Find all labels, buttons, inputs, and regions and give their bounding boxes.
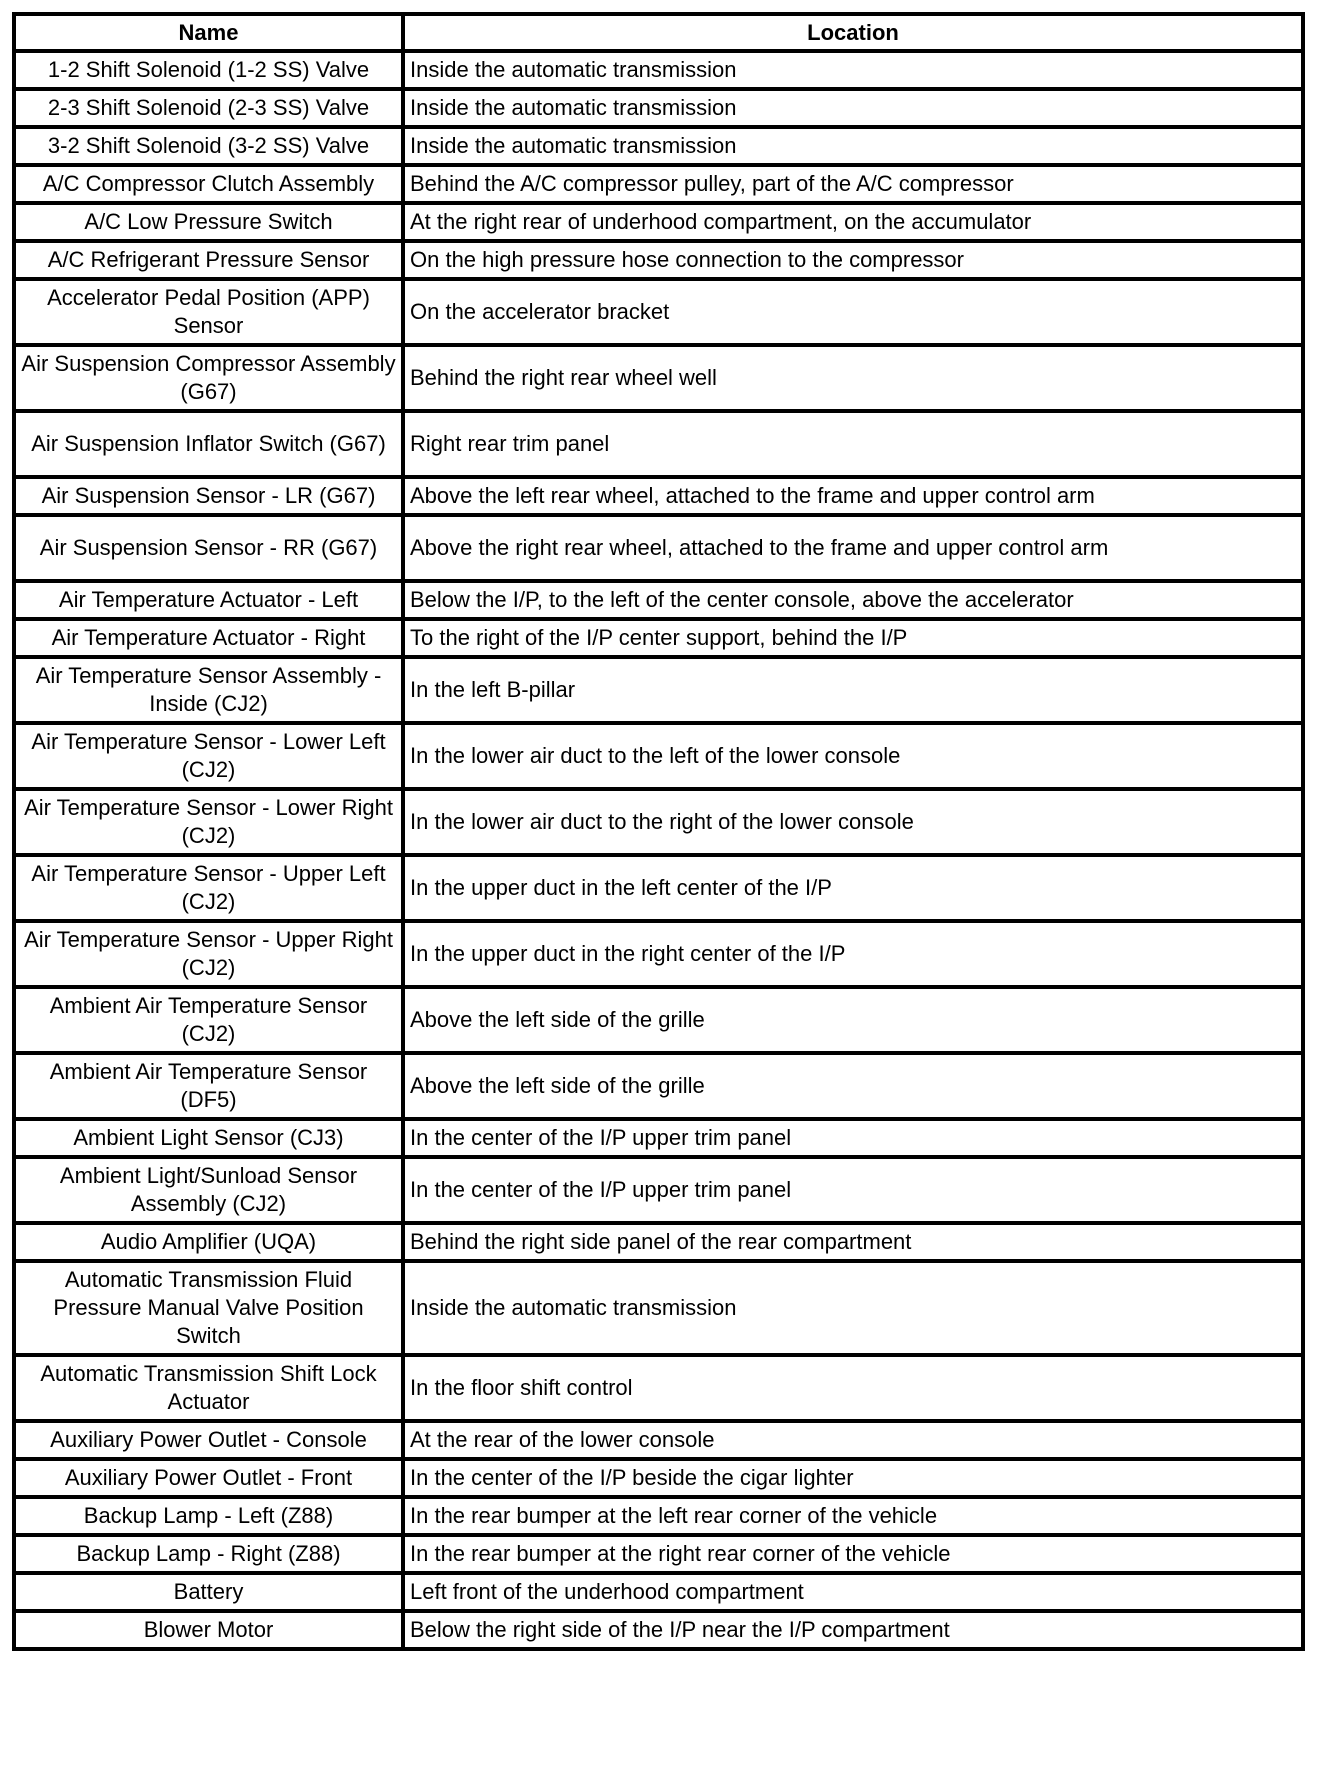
table-row <box>14 1261 1303 1355</box>
cell-name: Air Temperature Actuator - Left <box>14 581 403 619</box>
cell-location: On the accelerator bracket <box>403 279 1303 345</box>
cell-location: On the high pressure hose connection to the compressor <box>403 241 1303 279</box>
header-location: Location <box>403 14 1303 51</box>
cell-name: A/C Refrigerant Pressure Sensor <box>14 241 403 279</box>
table-row <box>14 1573 1303 1611</box>
table-row <box>14 657 1303 723</box>
cell-location: In the lower air duct to the left of the lower console <box>403 723 1303 789</box>
cell-name: Accelerator Pedal Position (APP) Sensor <box>14 279 403 345</box>
table-row <box>14 1223 1303 1261</box>
cell-location: Inside the automatic transmission <box>403 1261 1303 1355</box>
cell-location: In the rear bumper at the right rear corner of the vehicle <box>403 1535 1303 1573</box>
cell-name: Audio Amplifier (UQA) <box>14 1223 403 1261</box>
cell-location: Above the left side of the grille <box>403 1053 1303 1119</box>
table-row <box>14 1535 1303 1573</box>
cell-name: Air Temperature Sensor - Upper Left (CJ2) <box>14 855 403 921</box>
header-name: Name <box>14 14 403 51</box>
cell-name: Air Suspension Sensor - RR (G67) <box>14 515 403 581</box>
cell-location: Inside the automatic transmission <box>403 127 1303 165</box>
cell-location: Inside the automatic transmission <box>403 51 1303 89</box>
cell-location: Inside the automatic transmission <box>403 89 1303 127</box>
cell-name: Auxiliary Power Outlet - Front <box>14 1459 403 1497</box>
table-row <box>14 1119 1303 1157</box>
cell-name: 1-2 Shift Solenoid (1-2 SS) Valve <box>14 51 403 89</box>
table-row <box>14 1459 1303 1497</box>
cell-location: Below the right side of the I/P near the I/P compartment <box>403 1611 1303 1649</box>
cell-name: Air Suspension Sensor - LR (G67) <box>14 477 403 515</box>
cell-name: Battery <box>14 1573 403 1611</box>
cell-name: Ambient Air Temperature Sensor (CJ2) <box>14 987 403 1053</box>
cell-name: Automatic Transmission Shift Lock Actuator <box>14 1355 403 1421</box>
table-row <box>14 855 1303 921</box>
cell-name: Air Temperature Actuator - Right <box>14 619 403 657</box>
cell-location: In the upper duct in the left center of the I/P <box>403 855 1303 921</box>
header-row <box>14 14 1303 51</box>
table-row <box>14 345 1303 411</box>
cell-location: Right rear trim panel <box>403 411 1303 477</box>
cell-name: Air Temperature Sensor - Upper Right (CJ2) <box>14 921 403 987</box>
table-row <box>14 921 1303 987</box>
component-location-table <box>12 12 1305 1651</box>
table-row <box>14 203 1303 241</box>
table-row <box>14 515 1303 581</box>
cell-location: At the rear of the lower console <box>403 1421 1303 1459</box>
cell-location: In the rear bumper at the left rear corner of the vehicle <box>403 1497 1303 1535</box>
cell-name: Air Temperature Sensor - Lower Left (CJ2) <box>14 723 403 789</box>
cell-location: In the center of the I/P upper trim panel <box>403 1157 1303 1223</box>
table-row <box>14 127 1303 165</box>
table-row <box>14 789 1303 855</box>
table-row <box>14 477 1303 515</box>
table-row <box>14 411 1303 477</box>
cell-name: Air Temperature Sensor - Lower Right (CJ2) <box>14 789 403 855</box>
table-row <box>14 51 1303 89</box>
cell-name: 2-3 Shift Solenoid (2-3 SS) Valve <box>14 89 403 127</box>
cell-location: Behind the right side panel of the rear compartment <box>403 1223 1303 1261</box>
cell-location: Behind the right rear wheel well <box>403 345 1303 411</box>
table-row <box>14 1053 1303 1119</box>
cell-name: Ambient Air Temperature Sensor (DF5) <box>14 1053 403 1119</box>
table-row <box>14 1421 1303 1459</box>
table-row <box>14 165 1303 203</box>
cell-name: 3-2 Shift Solenoid (3-2 SS) Valve <box>14 127 403 165</box>
cell-name: Air Suspension Inflator Switch (G67) <box>14 411 403 477</box>
cell-name: Air Suspension Compressor Assembly (G67) <box>14 345 403 411</box>
cell-location: In the left B-pillar <box>403 657 1303 723</box>
cell-location: In the upper duct in the right center of the I/P <box>403 921 1303 987</box>
cell-location: In the center of the I/P beside the cigar lighter <box>403 1459 1303 1497</box>
cell-name: Ambient Light Sensor (CJ3) <box>14 1119 403 1157</box>
cell-name: Auxiliary Power Outlet - Console <box>14 1421 403 1459</box>
table-row <box>14 1611 1303 1649</box>
cell-location: To the right of the I/P center support, behind the I/P <box>403 619 1303 657</box>
cell-location: At the right rear of underhood compartment, on the accumulator <box>403 203 1303 241</box>
table-row <box>14 1355 1303 1421</box>
cell-name: A/C Compressor Clutch Assembly <box>14 165 403 203</box>
cell-name: Automatic Transmission Fluid Pressure Manual Valve Position Switch <box>14 1261 403 1355</box>
table-row <box>14 619 1303 657</box>
table-row <box>14 279 1303 345</box>
cell-location: Left front of the underhood compartment <box>403 1573 1303 1611</box>
table-row <box>14 1497 1303 1535</box>
cell-name: Air Temperature Sensor Assembly - Inside (CJ2) <box>14 657 403 723</box>
table-body <box>14 51 1303 1649</box>
cell-location: In the lower air duct to the right of the lower console <box>403 789 1303 855</box>
cell-name: Ambient Light/Sunload Sensor Assembly (CJ2) <box>14 1157 403 1223</box>
table-row <box>14 241 1303 279</box>
table-row <box>14 89 1303 127</box>
cell-location: Above the right rear wheel, attached to the frame and upper control arm <box>403 515 1303 581</box>
cell-location: Behind the A/C compressor pulley, part of the A/C compressor <box>403 165 1303 203</box>
table-row <box>14 987 1303 1053</box>
cell-name: Backup Lamp - Right (Z88) <box>14 1535 403 1573</box>
cell-location: Above the left rear wheel, attached to the frame and upper control arm <box>403 477 1303 515</box>
cell-name: Backup Lamp - Left (Z88) <box>14 1497 403 1535</box>
cell-name: Blower Motor <box>14 1611 403 1649</box>
cell-location: In the floor shift control <box>403 1355 1303 1421</box>
cell-location: In the center of the I/P upper trim panel <box>403 1119 1303 1157</box>
cell-name: A/C Low Pressure Switch <box>14 203 403 241</box>
table-row <box>14 1157 1303 1223</box>
cell-location: Below the I/P, to the left of the center console, above the accelerator <box>403 581 1303 619</box>
table-row <box>14 723 1303 789</box>
cell-location: Above the left side of the grille <box>403 987 1303 1053</box>
table-row <box>14 581 1303 619</box>
